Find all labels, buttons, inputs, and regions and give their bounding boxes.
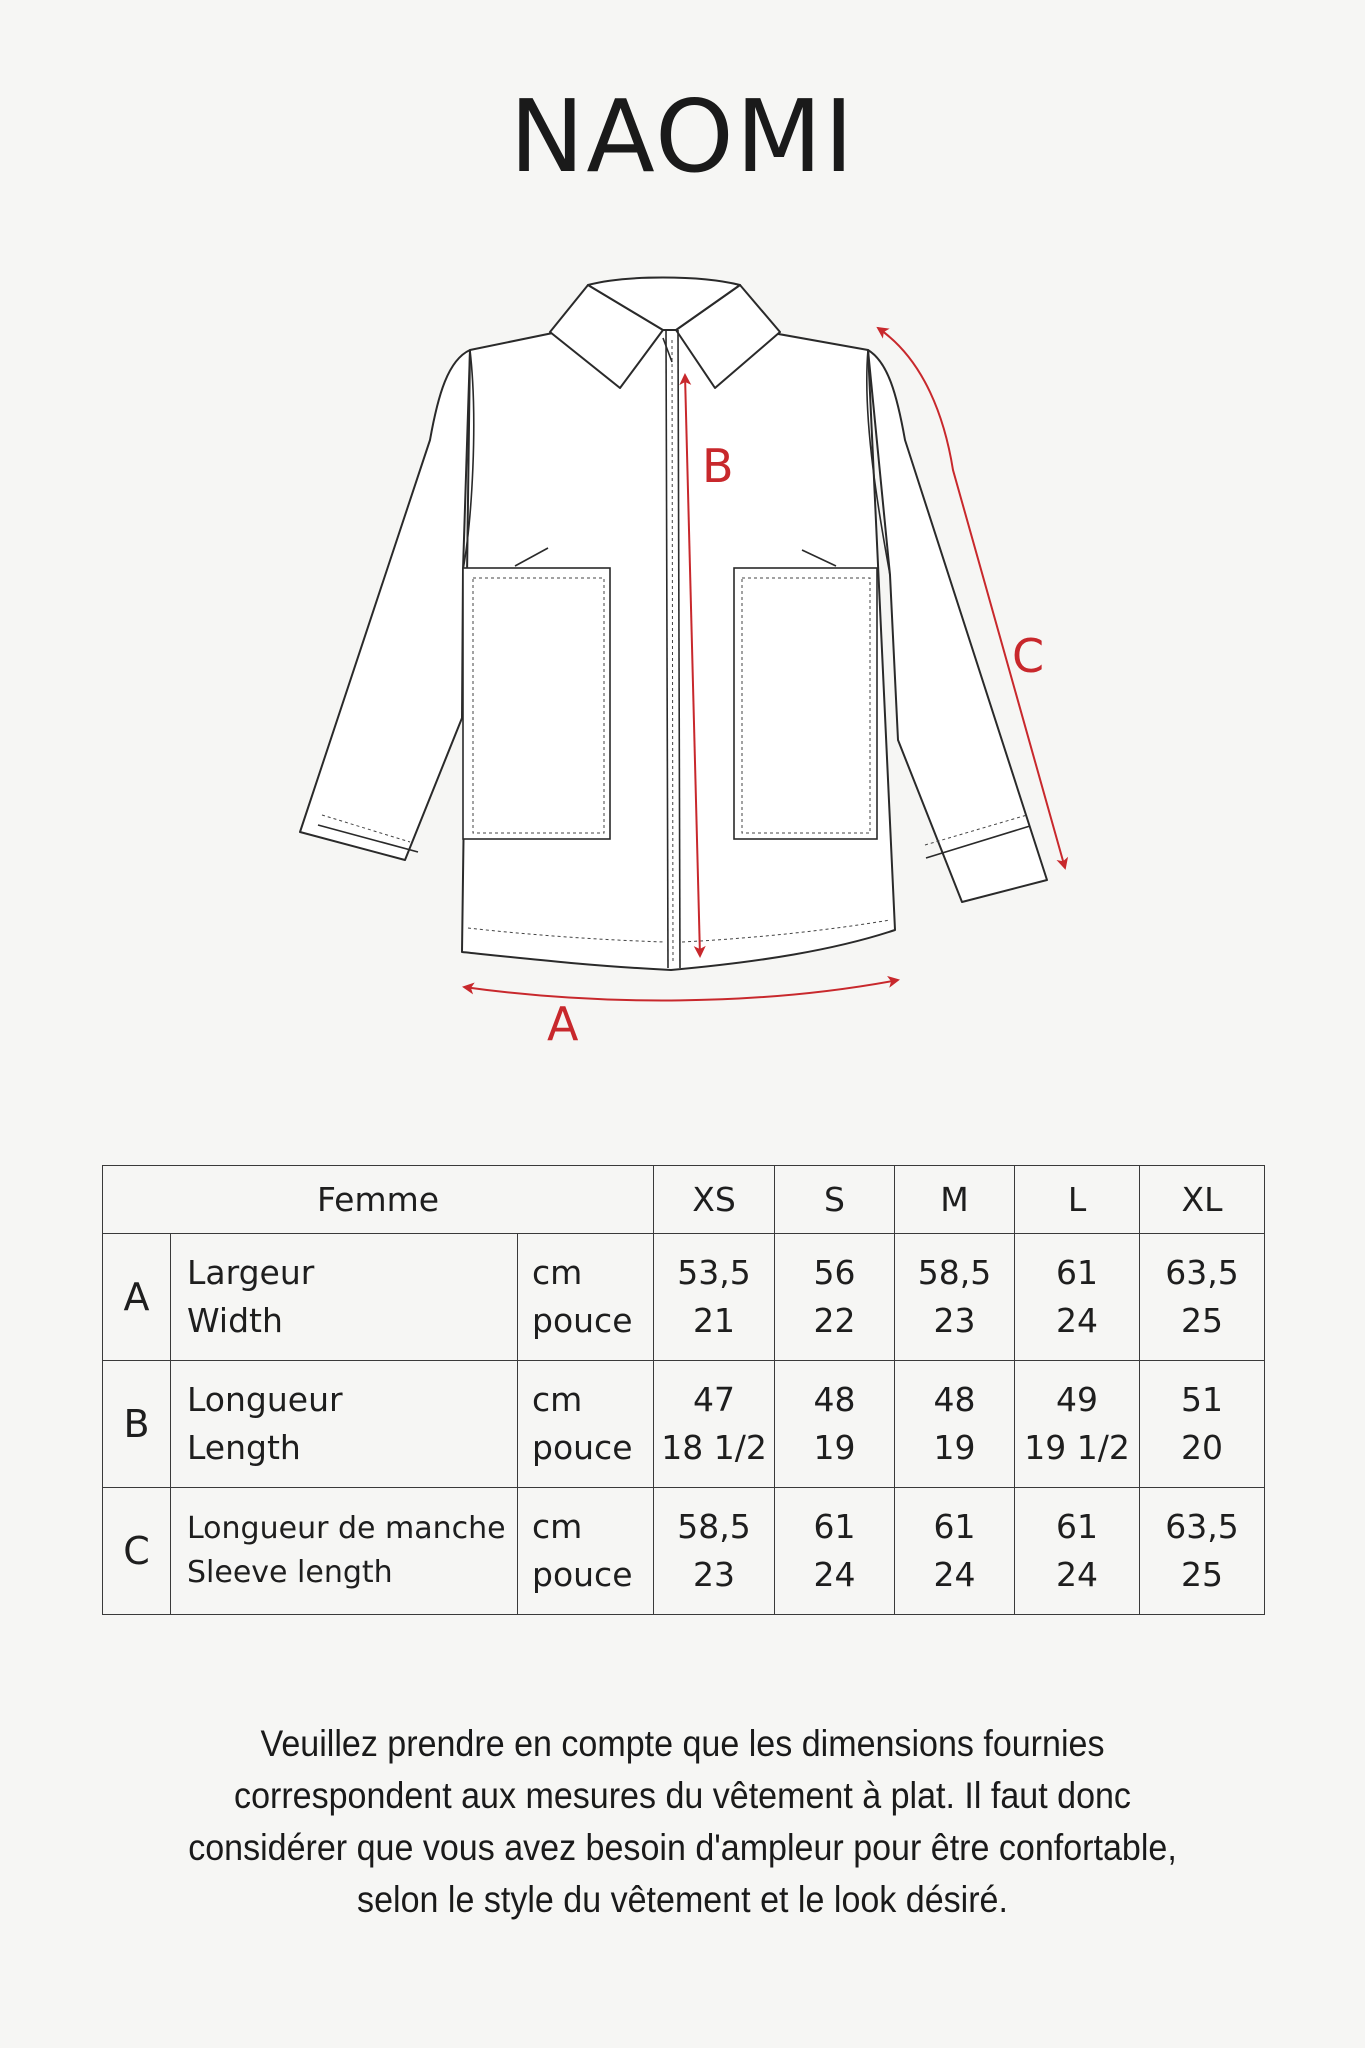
measure-b-label: B — [702, 439, 734, 493]
row-units — [518, 1487, 654, 1614]
measure-a-line — [464, 980, 898, 1000]
value-cm: 48 — [933, 1379, 976, 1419]
row-units — [518, 1233, 654, 1360]
size-table — [102, 1165, 1265, 1615]
table-row — [103, 1487, 1265, 1614]
header-femme: Femme — [103, 1166, 654, 1234]
value-cell — [1015, 1487, 1140, 1614]
value-inch: 23 — [693, 1554, 736, 1594]
row-label — [171, 1360, 518, 1487]
value-cell — [1140, 1487, 1265, 1614]
value-cell — [775, 1360, 895, 1487]
measure-c-label: C — [1012, 629, 1045, 683]
left-sleeve — [300, 350, 470, 860]
unit-cm: cm — [532, 1252, 583, 1292]
header-size-s: S — [775, 1166, 895, 1234]
value-cm: 56 — [813, 1252, 856, 1292]
header-size-l: L — [1015, 1166, 1140, 1234]
jacket-outline — [300, 278, 1047, 971]
value-cell — [775, 1233, 895, 1360]
value-cell — [895, 1233, 1015, 1360]
label-en: Width — [187, 1300, 283, 1340]
value-cell — [654, 1360, 775, 1487]
value-inch: 19 — [813, 1427, 856, 1467]
value-cell — [895, 1360, 1015, 1487]
unit-cm: cm — [532, 1379, 583, 1419]
row-label — [171, 1233, 518, 1360]
header-size-m: M — [895, 1166, 1015, 1234]
value-cell — [895, 1487, 1015, 1614]
value-cm: 47 — [693, 1379, 736, 1419]
value-cm: 63,5 — [1165, 1507, 1239, 1547]
unit-inch: pouce — [532, 1554, 633, 1594]
value-cm: 61 — [1056, 1507, 1099, 1547]
value-cm: 61 — [1056, 1252, 1099, 1292]
value-inch: 24 — [813, 1554, 856, 1594]
value-cm: 49 — [1056, 1379, 1099, 1419]
value-cm: 58,5 — [677, 1507, 751, 1547]
value-cm: 53,5 — [677, 1252, 751, 1292]
row-label — [171, 1487, 518, 1614]
label-en: Length — [187, 1427, 301, 1467]
right-pocket — [734, 568, 877, 839]
value-inch: 25 — [1181, 1300, 1224, 1340]
value-inch: 21 — [693, 1300, 736, 1340]
left-pocket — [463, 568, 610, 839]
unit-inch: pouce — [532, 1427, 633, 1467]
unit-inch: pouce — [532, 1300, 633, 1340]
value-inch: 23 — [933, 1300, 976, 1340]
value-inch: 22 — [813, 1300, 856, 1340]
value-inch: 20 — [1181, 1427, 1224, 1467]
header-size-xl: XL — [1140, 1166, 1265, 1234]
value-inch: 24 — [1056, 1300, 1099, 1340]
table-header-row — [103, 1166, 1265, 1234]
value-cm: 58,5 — [917, 1252, 992, 1292]
row-letter: A — [103, 1233, 171, 1360]
measure-a-label: A — [547, 997, 579, 1051]
value-inch: 24 — [1056, 1554, 1099, 1594]
value-cell — [1140, 1233, 1265, 1360]
value-cell — [1015, 1360, 1140, 1487]
value-inch: 19 — [933, 1427, 976, 1467]
value-cell — [654, 1487, 775, 1614]
value-cell — [1140, 1360, 1265, 1487]
value-cell — [1015, 1233, 1140, 1360]
value-cm: 48 — [813, 1379, 856, 1419]
unit-cm: cm — [532, 1507, 583, 1547]
label-fr: Longueur — [187, 1379, 343, 1419]
right-sleeve — [868, 350, 1047, 902]
label-en: Sleeve length — [187, 1554, 393, 1590]
value-inch: 24 — [933, 1554, 976, 1594]
label-fr: Longueur de manche — [187, 1511, 506, 1547]
label-fr: Largeur — [187, 1252, 315, 1292]
value-cm: 61 — [813, 1507, 856, 1547]
value-inch: 25 — [1181, 1554, 1224, 1594]
table-row — [103, 1360, 1265, 1487]
value-cell — [775, 1487, 895, 1614]
sizing-note: Veuillez prendre en compte que les dimensions fournies correspondent aux mesures du vêtement à plat. Il faut donc considérer que vous avez besoin d'ampleur pour être confortable, selon le style du vêtement et le look désiré. — [188, 1723, 1177, 1920]
value-cm: 63,5 — [1165, 1252, 1239, 1292]
row-letter: B — [103, 1360, 171, 1487]
table-row — [103, 1233, 1265, 1360]
row-units — [518, 1360, 654, 1487]
value-cm: 51 — [1181, 1379, 1224, 1419]
header-size-xs: XS — [654, 1166, 775, 1234]
value-inch: 18 1/2 — [661, 1427, 767, 1467]
value-cell — [654, 1233, 775, 1360]
value-cm: 61 — [933, 1507, 976, 1547]
value-inch: 19 1/2 — [1024, 1427, 1130, 1467]
page-title: NAOMI — [509, 78, 856, 195]
row-letter: C — [103, 1487, 171, 1614]
